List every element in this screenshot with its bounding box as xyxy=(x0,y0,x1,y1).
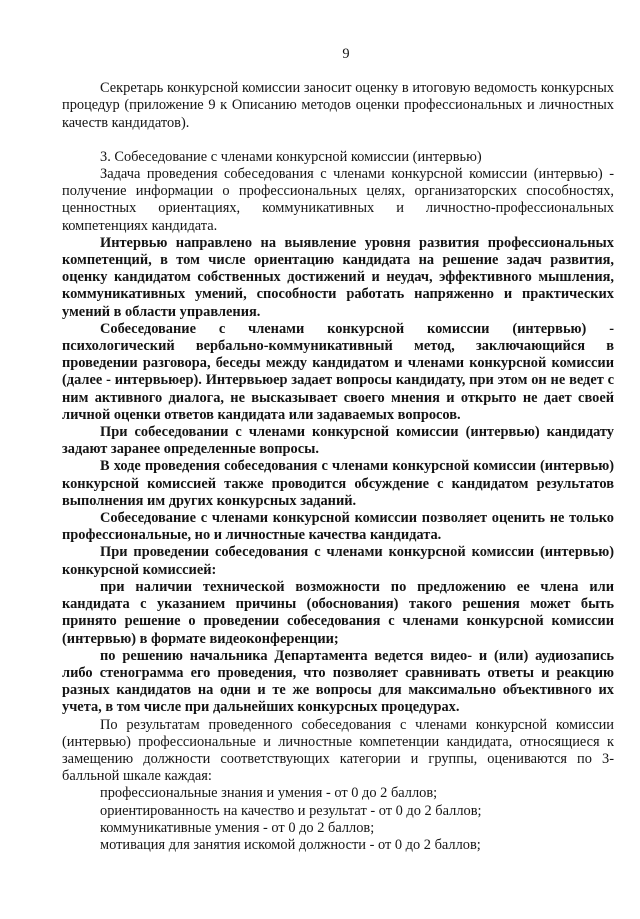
page-number: 9 xyxy=(342,46,350,62)
paragraph-interview-purpose: Интервью направлено на выявление уровня развития профессиональных компетенций, в том числе ориентацию кандидата на решение задач развития, оценку кандидатом собственных достижений и неудач, эффективного мышления, коммуникативных умений, способности работать напряженно и практических умений в области управления. xyxy=(62,234,614,320)
paragraph-secretary: Секретарь конкурсной комиссии заносит оценку в итоговую ведомость конкурсных процедур (приложение 9 к Описанию методов оценки профессиональных и личностных качеств кандидатов). xyxy=(62,80,614,131)
paragraph-predefined-questions: При собеседовании с членами конкурсной комиссии (интервью) кандидату задают заранее определенные вопросы. xyxy=(62,424,614,458)
criterion-item: мотивация для занятия искомой должности - от 0 до 2 баллов; xyxy=(100,836,481,853)
paragraph-conduct-intro: При проведении собеседования с членами конкурсной комиссии (интервью) конкурсной комиссией: xyxy=(62,544,614,578)
paragraph-qualities: Собеседование с членами конкурсной комиссии позволяет оценить не только профессиональные, но и личностные качества кандидата. xyxy=(62,510,614,544)
criterion-item: коммуникативные умения - от 0 до 2 баллов; xyxy=(100,819,375,836)
section-heading: 3. Собеседование с членами конкурсной комиссии (интервью) xyxy=(100,148,482,165)
criterion-item: профессиональные знания и умения - от 0 до 2 баллов; xyxy=(100,785,438,802)
paragraph-discussion: В ходе проведения собеседования с членами конкурсной комиссии (интервью) конкурсной комиссией также проводится обсуждение с кандидатом результатов выполнения им других конкурсных заданий. xyxy=(62,458,614,509)
paragraph-task: Задача проведения собеседования с членами конкурсной комиссии (интервью) - получение информации о профессиональных целях, организаторских способностях, ценностных ориентациях, коммуникативных и личностно-профессиональных компетенциях кандидата. xyxy=(62,166,614,234)
paragraph-recording: по решению начальника Департамента ведется видео- и (или) аудиозапись либо стенограмма его проведения, что позволяет сравнивать ответы и реакцию разных кандидатов на одни и те же вопросы для максимально объективного их учета, в том числе при дальнейших конкурсных процедурах. xyxy=(62,647,614,716)
paragraph-results: По результатам проведенного собеседования с членами конкурсной комиссии (интервью) профессиональные и личностные компетенции кандидата, относящиеся к замещению должности соответствующих категории и группы, оцениваются по 3-балльной шкале каждая: xyxy=(62,716,614,785)
criterion-item: ориентированность на качество и результат - от 0 до 2 баллов; xyxy=(100,802,482,819)
paragraph-videoconference: при наличии технической возможности по предложению ее члена или кандидата с указанием причины (обоснования) такого решения может быть принято решение о проведении собеседования с членами конкурсной комиссии (интервью) в формате видеоконференции; xyxy=(62,578,614,647)
paragraph-interview-method: Собеседование с членами конкурсной комиссии (интервью) - психологический вербально-коммуникативный метод, заключающийся в проведении разговора, беседы между кандидатом и членами конкурсной комиссии (далее - интервьюер). Интервьюер задает вопросы кандидату, при этом он не ведет с ним активного диалога, не высказывает своего мнения и открыто не дает своей личной оценки ответов кандидата или задаваемых вопросов. xyxy=(62,320,614,423)
